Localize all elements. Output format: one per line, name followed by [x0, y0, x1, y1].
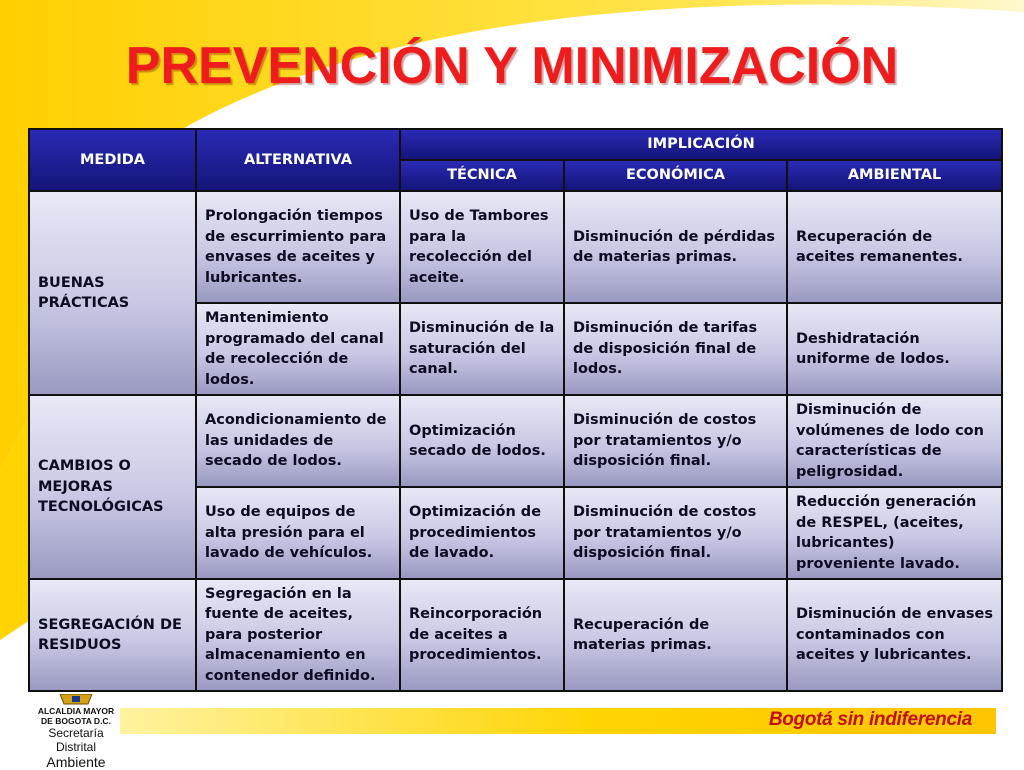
header-ambiental: AMBIENTAL [787, 160, 1002, 191]
ambiental-cell: Disminución de envases contaminados con aceites y lubricantes. [787, 579, 1002, 691]
medida-cell: SEGREGACIÓN DE RESIDUOS [29, 579, 196, 691]
ambiental-cell: Disminución de volúmenes de lodo con características de peligrosidad. [787, 395, 1002, 487]
tecnica-cell: Uso de Tambores para la recolección del aceite. [400, 191, 564, 303]
alternativa-cell: Mantenimiento programado del canal de recolección de lodos. [196, 303, 400, 395]
crest-icon [58, 694, 94, 706]
medida-cell: BUENAS PRÁCTICAS [29, 191, 196, 395]
tecnica-cell: Optimización de procedimientos de lavado. [400, 487, 564, 579]
header-alternativa: ALTERNATIVA [196, 129, 400, 191]
alternativa-cell: Prolongación tiempos de escurrimiento para envases de aceites y lubricantes. [196, 191, 400, 303]
brand-slogan [769, 709, 972, 731]
slogan-text: Bogotá sin indiferencia [768, 709, 972, 730]
header-medida: MEDIDA [29, 129, 196, 191]
economica-cell: Disminución de costos por tratamientos y/o disposición final. [564, 395, 787, 487]
tecnica-cell: Optimización secado de lodos. [400, 395, 564, 487]
economica-cell: Disminución de costos por tratamientos y/o disposición final. [564, 487, 787, 579]
logo-line-1: ALCALDIA MAYOR [37, 706, 115, 716]
economica-cell: Disminución de tarifas de disposición final de lodos. [564, 303, 787, 395]
header-implicacion: IMPLICACIÓN [400, 129, 1002, 160]
table-row [29, 579, 1002, 691]
medida-cell: CAMBIOS O MEJORAS TECNOLÓGICAS [29, 395, 196, 579]
logo-line-2: DE BOGOTA D.C. [41, 716, 111, 726]
alternativa-cell: Uso de equipos de alta presión para el lavado de vehículos. [196, 487, 400, 579]
alternativa-cell: Acondicionamiento de las unidades de secado de lodos. [196, 395, 400, 487]
ambiental-cell: Deshidratación uniforme de lodos. [787, 303, 1002, 395]
ambiental-cell: Reducción generación de RESPEL, (aceites, lubricantes) proveniente lavado. [787, 487, 1002, 579]
ambiental-cell: Recuperación de aceites remanentes. [787, 191, 1002, 303]
table-row [29, 191, 1002, 303]
prevention-table [28, 128, 1003, 692]
economica-cell: Recuperación de materias primas. [564, 579, 787, 691]
logo-line-3: Secretaría Distrital [48, 726, 104, 754]
header-economica: ECONÓMICA [564, 160, 787, 191]
alternativa-cell: Segregación en la fuente de aceites, para posterior almacenamiento en contenedor definido. [196, 579, 400, 691]
logo-line-4: Ambiente [46, 754, 106, 770]
alcaldia-logo [30, 694, 122, 770]
economica-cell: Disminución de pérdidas de materias primas. [564, 191, 787, 303]
header-tecnica: TÉCNICA [400, 160, 564, 191]
page-title: PREVENCIÓN Y MINIMIZACIÓN [125, 37, 899, 95]
tecnica-cell: Reincorporación de aceites a procedimientos. [400, 579, 564, 691]
tecnica-cell: Disminución de la saturación del canal. [400, 303, 564, 395]
table-row [29, 395, 1002, 487]
